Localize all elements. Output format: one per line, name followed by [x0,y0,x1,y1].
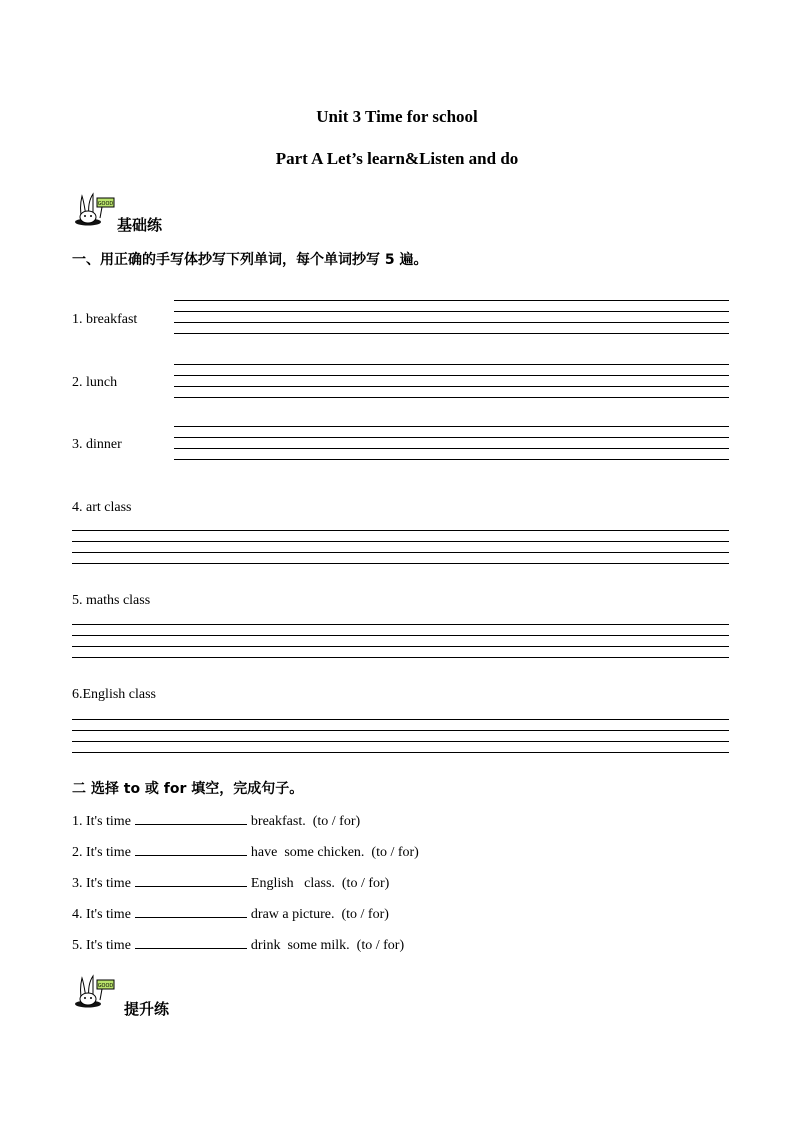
handwriting-lines [72,624,729,668]
basic-practice-label: 基础练 [117,216,163,234]
bunny-sign-icon [74,192,116,226]
unit-title: Unit 3 Time for school [316,107,478,126]
word-maths-class: 5. maths class [72,593,151,608]
sign-text: GOOD [97,201,114,207]
fill-sentence: 4. It's time draw a picture. (to / for) [72,907,389,922]
part-subtitle: Part A Let’s learn&Listen and do [275,149,519,168]
answer-blank[interactable] [135,905,247,918]
sign-text: GOOD [97,983,114,989]
word-lunch: 2. lunch [72,375,118,390]
handwriting-lines [72,719,729,763]
answer-blank[interactable] [135,936,247,949]
answer-blank[interactable] [135,843,247,856]
word-english-class: 6.English class [72,687,156,702]
answer-blank[interactable] [135,812,247,825]
section2-heading: 二 选择 to 或 for 填空，完成句子。 [72,781,304,797]
section1-heading: 一、用正确的手写体抄写下列单词，每个单词抄写 5 遍。 [72,252,428,268]
fill-sentence: 1. It's time breakfast. (to / for) [72,814,361,829]
word-breakfast: 1. breakfast [72,312,138,327]
fill-sentence: 2. It's time have some chicken. (to / for) [72,845,419,860]
fill-sentence: 3. It's time English class. (to / for) [72,876,390,891]
handwriting-lines [72,530,729,574]
word-art-class: 4. art class [72,500,132,515]
answer-blank[interactable] [135,874,247,887]
bunny-sign-icon [74,974,116,1008]
handwriting-lines [174,300,729,344]
handwriting-lines [174,364,729,408]
word-dinner: 3. dinner [72,437,122,452]
fill-sentence: 5. It's time drink some milk. (to / for) [72,938,405,953]
advanced-practice-label: 提升练 [124,1000,170,1018]
handwriting-lines [174,426,729,470]
